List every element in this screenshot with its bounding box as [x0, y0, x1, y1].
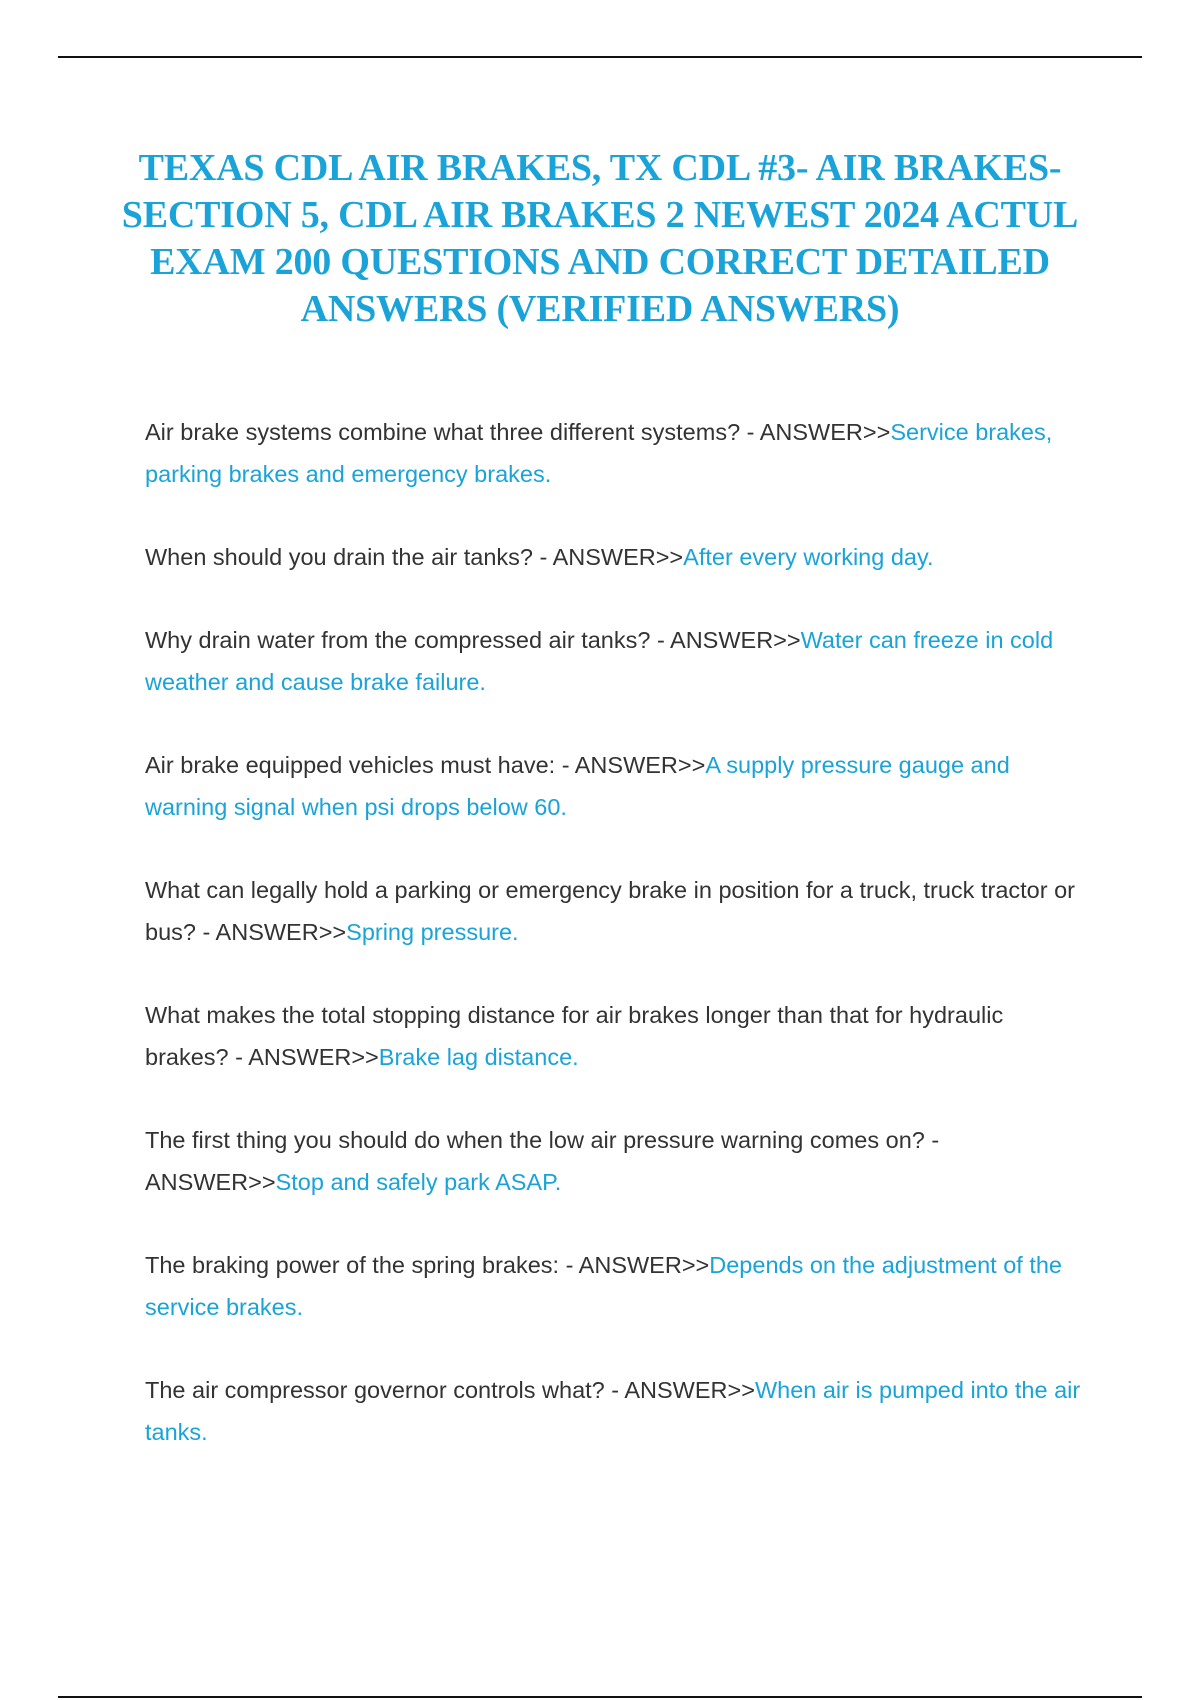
question-text: Why drain water from the compressed air tanks? - ANSWER>> [145, 627, 801, 653]
qa-item [145, 869, 1090, 953]
qa-list [145, 411, 1090, 1494]
question-text: The braking power of the spring brakes: - ANSWER>> [145, 1252, 710, 1278]
answer-text: Service brakes, parking brakes and emergency brakes. [145, 419, 1053, 487]
question-text: The first thing you should do when the low air pressure warning comes on? - ANSWER>> [145, 1127, 940, 1195]
qa-item [145, 994, 1090, 1078]
qa-item [145, 744, 1090, 828]
qa-item [145, 619, 1090, 703]
qa-item [145, 1119, 1090, 1203]
footer-rule [58, 1696, 1142, 1698]
qa-item [145, 1244, 1090, 1328]
question-text: Air brake systems combine what three different systems? - ANSWER>> [145, 419, 891, 445]
answer-text: Depends on the adjustment of the service brakes. [145, 1252, 1063, 1320]
header-rule [58, 56, 1142, 58]
question-text: What can legally hold a parking or emergency brake in position for a truck, truck tractor or bus? - ANSWER>> [145, 877, 1075, 945]
answer-text: A supply pressure gauge and warning signal when psi drops below 60. [145, 752, 1010, 820]
qa-item [145, 411, 1090, 495]
qa-item [145, 536, 1090, 578]
question-text: The air compressor governor controls what? - ANSWER>> [145, 1377, 755, 1403]
answer-text: When air is pumped into the air tanks. [145, 1377, 1081, 1445]
answer-text: Brake lag distance. [378, 1044, 579, 1070]
answer-text: Water can freeze in cold weather and cause brake failure. [145, 627, 1054, 695]
answer-text: Stop and safely park ASAP. [275, 1169, 562, 1195]
answer-text: After every working day. [683, 544, 934, 570]
question-text: Air brake equipped vehicles must have: - ANSWER>> [145, 752, 706, 778]
qa-item [145, 1369, 1090, 1453]
question-text: When should you drain the air tanks? - ANSWER>> [145, 544, 684, 570]
question-text: What makes the total stopping distance for air brakes longer than that for hydraulic brakes? - ANSWER>> [145, 1002, 1004, 1070]
document-title: TEXAS CDL AIR BRAKES, TX CDL #3- AIR BRAKES- SECTION 5, CDL AIR BRAKES 2 NEWEST 2024 ACTUL EXAM 200 QUESTIONS AND CORRECT DETAILED ANSWERS (VERIFIED ANSWERS) [121, 147, 1079, 330]
answer-text: Spring pressure. [346, 919, 519, 945]
